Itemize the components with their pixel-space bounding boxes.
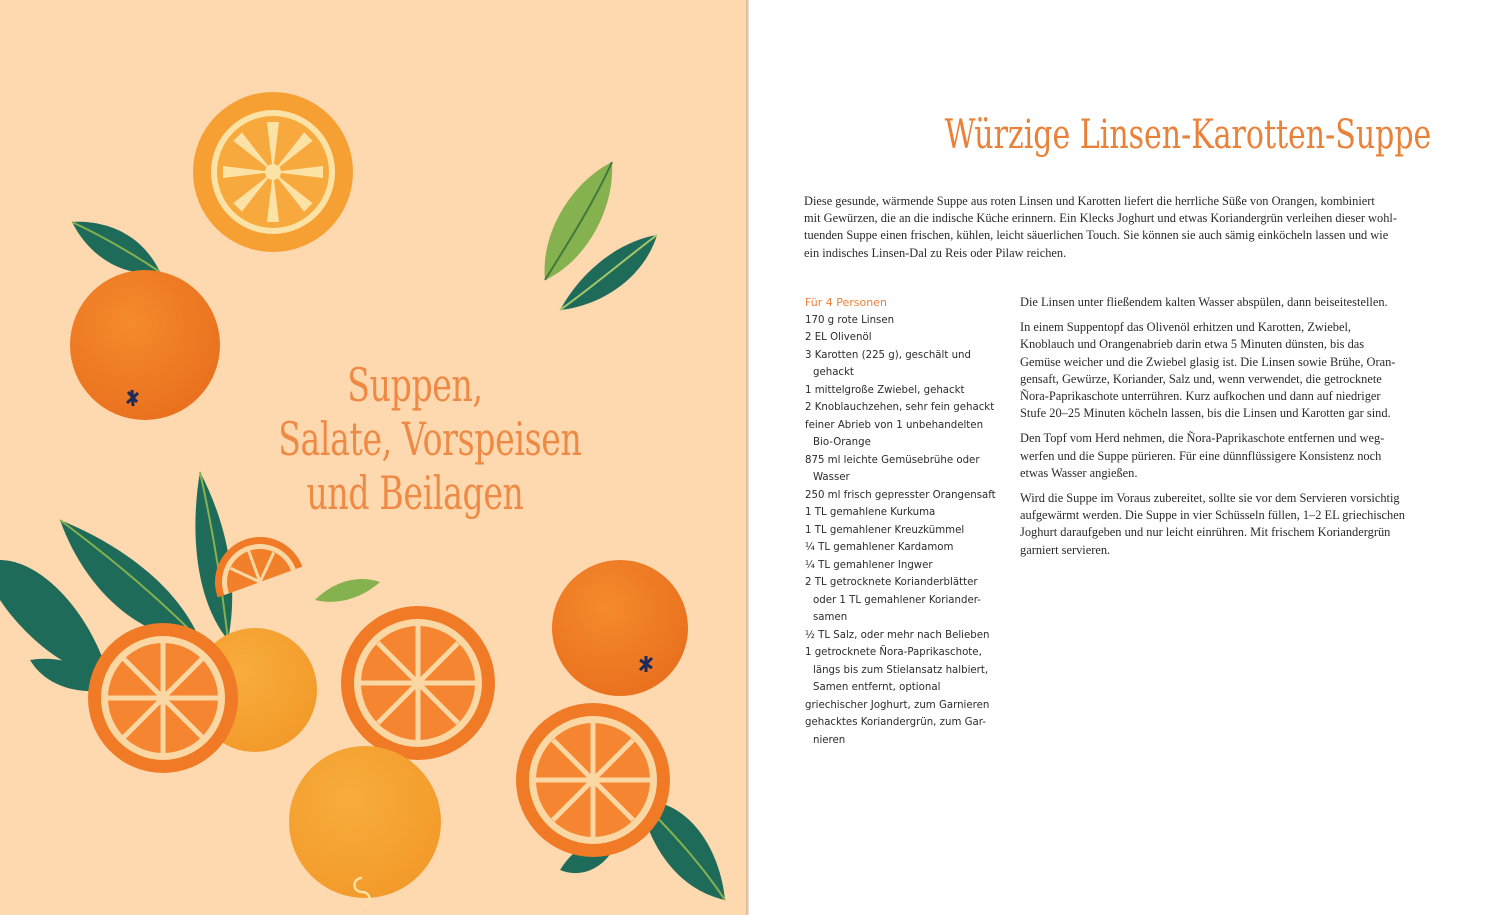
ingredient-line: 875 ml leichte Gemüsebrühe oder — [805, 454, 980, 466]
instruction-line: Ñora-Paprikaschote unterrühren. Kurz aufkochen und dann auf niedriger — [1020, 389, 1381, 404]
ingredient-line: 1 TL gemahlener Kreuzkümmel — [805, 524, 965, 536]
intro-line: Diese gesunde, wärmende Suppe aus roten Linsen und Karotten liefert die herrliche Süße von Orangen, kombiniert — [804, 194, 1375, 208]
ingredient-line: griechischer Joghurt, zum Garnieren — [805, 699, 990, 711]
orange-slice-icon — [516, 703, 670, 857]
instruction-paragraph — [1020, 430, 1410, 482]
recipe-title: Würzige Linsen-Karotten-Suppe — [944, 112, 1432, 158]
ingredient-line: 1 mittelgroße Zwiebel, gehackt — [805, 384, 965, 396]
ingredient-line: gehackt — [813, 367, 854, 378]
ingredient-line: feiner Abrieb von 1 unbehandelten — [805, 419, 984, 431]
section-title — [278, 358, 582, 520]
instruction-line: werfen und die Suppe pürieren. Für eine dünnflüssigere Konsistenz noch — [1020, 448, 1382, 463]
instruction-line: Den Topf vom Herd nehmen, die Ñora-Paprikaschote entfernen und weg- — [1020, 431, 1385, 446]
ingredient-line: 3 Karotten (225 g), geschält und — [805, 349, 971, 361]
instruction-paragraph — [1020, 319, 1410, 422]
instructions — [1020, 294, 1410, 567]
instruction-paragraph — [1020, 490, 1410, 559]
instruction-line: garniert servieren. — [1020, 542, 1111, 557]
instruction-paragraph — [1020, 294, 1410, 311]
ingredient-line: 170 g rote Linsen — [805, 314, 895, 326]
ingredient-line: Wasser — [813, 472, 850, 483]
ingredient-line: 1 getrocknete Ñora-Paprikaschote, — [805, 647, 982, 658]
section-title-line: und Beilagen — [306, 466, 524, 520]
ingredient-line: ¼ TL gemahlener Ingwer — [805, 559, 933, 571]
section-title-line: Suppen, — [347, 358, 483, 412]
instruction-line: In einem Suppentopf das Olivenöl erhitzen und Karotten, Zwiebel, — [1020, 320, 1352, 335]
ingredient-line: 2 TL getrocknete Korianderblätter — [805, 577, 978, 588]
intro-line: ein indisches Linsen-Dal zu Reis oder Pilaw reichen. — [804, 245, 1067, 260]
ingredient-line: 1 TL gemahlene Kurkuma — [805, 507, 936, 518]
instruction-line: etwas Wasser angießen. — [1020, 465, 1138, 480]
instruction-line: Gemüse weicher und die Zwiebel glasig ist. Die Linsen sowie Brühe, Oran- — [1020, 354, 1396, 369]
instruction-line: Joghurt daraufgeben und nur leicht einrühren. Mit frischem Koriandergrün — [1020, 525, 1391, 540]
light-orange-icon — [289, 746, 441, 898]
instruction-line: gensaft, Gewürze, Koriander, Salz und, wenn verwendet, die getrocknete — [1020, 371, 1382, 386]
section-title-line: Salate, Vorspeisen — [278, 412, 582, 466]
ingredient-line: nieren — [813, 734, 846, 746]
servings-heading: Für 4 Personen — [805, 296, 887, 309]
ingredient-line: ½ TL Salz, oder mehr nach Belieben — [805, 629, 990, 641]
intro-line: tuenden Suppe einen frischen, kühlen, leicht säuerlichen Touch. Sie können sie auch sämig einköcheln lassen und wie — [804, 228, 1389, 243]
right-page-recipe — [749, 0, 1489, 915]
ingredient-line: Bio-Orange — [813, 437, 871, 448]
ingredient-list — [805, 294, 995, 749]
whole-orange-icon — [552, 560, 688, 696]
ingredient-line: gehacktes Koriandergrün, zum Gar- — [805, 717, 986, 728]
instruction-line: Stufe 20–25 Minuten köcheln lassen, bis die Linsen und Karotten gar sind. — [1020, 406, 1391, 421]
instruction-line: Knoblauch und Orangenabrieb darin etwa 5 Minuten dünsten, bis das — [1020, 337, 1365, 352]
orange-slice-icon — [88, 623, 238, 773]
ingredient-line: ¼ TL gemahlener Kardamom — [805, 542, 954, 553]
recipe-intro — [804, 193, 1459, 262]
ingredient-line: 2 EL Olivenöl — [805, 332, 872, 343]
ingredient-line: oder 1 TL gemahlener Koriander- — [813, 594, 981, 606]
ingredient-line: Samen entfernt, optional — [813, 682, 941, 693]
instruction-line: aufgewärmt werden. Die Suppe in vier Schüsseln füllen, 1–2 EL griechischen — [1020, 508, 1405, 523]
instruction-line: Wird die Suppe im Voraus zubereitet, sollte sie vor dem Servieren vorsichtig — [1020, 491, 1400, 506]
instruction-line: Die Linsen unter fließendem kalten Wasser abspülen, dann beiseitestellen. — [1020, 295, 1388, 309]
whole-orange-icon — [70, 222, 220, 420]
ingredient-line: längs bis zum Stielansatz halbiert, — [813, 664, 989, 676]
orange-slice-icon — [341, 606, 495, 760]
ingredient-line: 250 ml frisch gepresster Orangensaft — [805, 489, 996, 501]
leaf-pair-icon — [545, 162, 657, 310]
ingredient-line: 2 Knoblauchzehen, sehr fein gehackt — [805, 402, 995, 413]
intro-line: mit Gewürzen, die an die indische Küche erinnern. Ein Klecks Joghurt und etwas Koriandergrün verleihen dieser wohl- — [804, 211, 1397, 226]
ingredient-line: samen — [813, 612, 848, 623]
orange-slice-icon — [193, 92, 353, 252]
